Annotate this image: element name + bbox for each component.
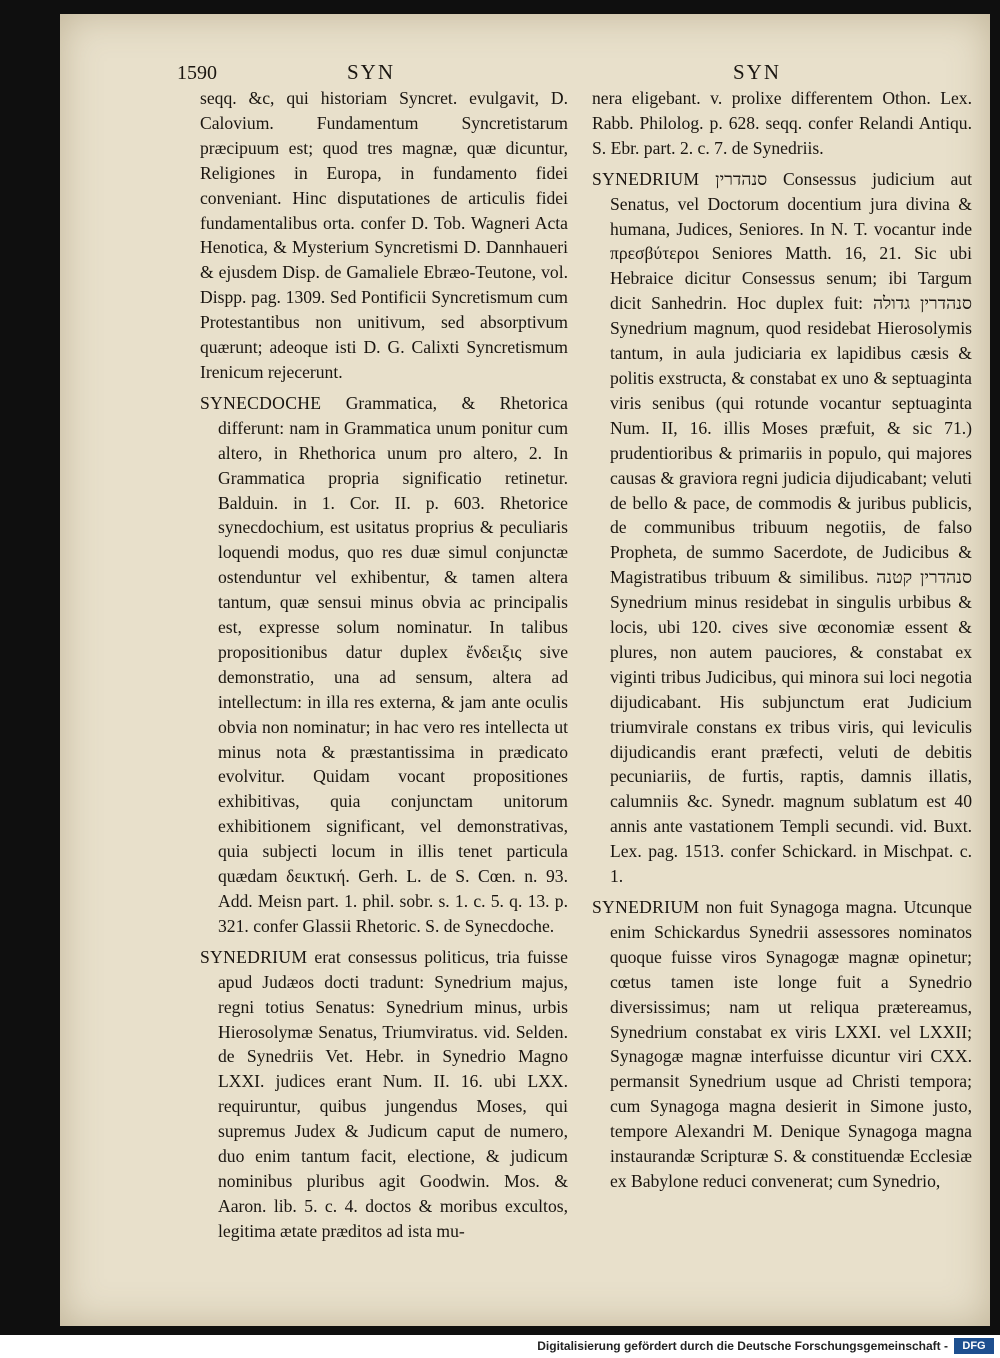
- entry-text: seqq. &c, qui historiam Syncret. evulgavit, D. Calovium. Fundamentum Syncretistarum præcipuum est; quod tres magnæ, quæ dicuntur, Religiones in Europa, in fundamento fidei conveniant. Hinc disputationes de articulis fidei fundamentalibus orta. confer D. Tob. Wagneri Acta Henotica, & Mysterium Syncretismi D. Dannhaueri & ejusdem Disp. de Gamaliele Ebræo-Teutone, vol. Dispp. pag. 1309. Sed Pontificii Syncretismum cum Protestantibus non unitivum, sed absorptivum quærunt; adeoque isti D. G. Calixti Syncretismum Irenicum rejecerunt.: [200, 88, 568, 382]
- headword: SYNEDRIUM: [592, 168, 700, 189]
- headword: SYNECDOCHE: [200, 392, 322, 413]
- headword: SYNEDRIUM: [592, 897, 700, 917]
- entry-text: סנהדרין Consessus judicium aut Senatus, vel Doctorum docentium jura divina & humana, Judices, Seniores. In N. T. vocantur inde πρεσβύτεροι Seniores Matth. 16, 21. Sic ubi Hebraice dicitur Consessus senum; ibi Targum dicit Sanhedrin. Hoc duplex fuit: סנהדרין גדולה Synedrium magnum, quod residebat Hierosolymis tantum, in aula judiciaria ex lapidibus cæsis & politis exstructa, & constabat ex uno & septuaginta viris senibus (qui rotunde vocantur septuaginta Num. II, 16. illis Moses præfuit, & sic 71.) prudentioribus & primariis in populo, qui majores causas & graviora regni judicia dijudicabant; veluti de bello & pace, de commodis & juribus publicis, de communibus tribuum negotiis, de falso Propheta, de summo Sacerdote, de Judicibus & Magistratibus tribuum & similibus. סנהדרין קטנה Synedrium minus residebat in singulis urbibus & locis, ubi 120. cives sive œconomiæ essent & plures, non autem pauciores, & constabat ex viginti tribus Judicibus, qui minora sui loci negotia dijudicabant. His subjunctum erat Judicium triumvirale constans ex tribus viris, qui leviculis dijudicandis erant præfecti, veluti de debitis pecuniariis, de furtis, raptis, damnis illatis, calumniis &c. Synedr. magnum sublatum est 40 annis ante vastationem Templi secundi. vid. Buxt. Lex. pag. 1513. confer Schickard. in Mischpat. c. 1.: [610, 168, 973, 887]
- running-head-right: SYN: [733, 60, 782, 84]
- footer-bar: [0, 1335, 1000, 1358]
- page-number: 1590: [177, 62, 217, 84]
- running-head-left: SYN: [347, 60, 396, 84]
- entry-text: erat consessus politicus, tria fuisse apud Judæos docti tradunt: Synedrium majus, regni totius Senatus: Synedrium minus, urbis Hierosolymæ Senatus, Triumviratus. vid. Selden. de Synedriis Vet. Hebr. in Synedrio Magno LXXI. judices erant Num. II. 16. ubi LXX. requiruntur, quibus jungendus Moses, qui supremus Judex & Judicum caput de numero, duo enim tantum facit, electione, & judicum nominibus pluribus agit Goodwin. Mos. & Aaron. lib. 5. c. 4. doctos & moribus excultos, legitima ætate præditos ad ista mu-: [218, 946, 568, 1241]
- page-header: [115, 60, 975, 88]
- entry-continuation: [592, 86, 972, 161]
- entry-synecdoche: [200, 391, 568, 939]
- funding-notice: Digitalisierung gefördert durch die Deutsche Forschungsgemeinschaft -: [537, 1339, 948, 1353]
- entry-continuation: [200, 86, 568, 385]
- entry-synedrium-synagoga: [592, 895, 972, 1194]
- entry-text: Grammatica, & Rhetorica differunt: nam in Grammatica unum ponitur cum altero, in Rhethorica unum pro altero, 2. In Grammatica propria significatio retinetur. Balduin. in 1. Cor. II. p. 603. Rhetorice synecdochium, est usitatus proprius & peculiaris loquendi modus, quo res duæ simul conjunctæ ostenduntur vel exhibentur, & tamen altera tantum, quæ sensui minus obvia ac principalis est, expresse solum nominatur. In talibus propositionibus datur duplex ἔνδειξις sive demonstratio, una ad sensum, altera ad intellectum: in illa res externa, & jam ante oculis obvia non nominatur; in hac vero res intellecta ut minus nota & præstantissima in prædicato evolvitur. Quidam vocant propositiones exhibitivas, quia conjunctam unitorum exhibitionem significant, vel demonstrativas, quia subjecti locum in illis tenet particula quædam δεικτική. Gerh. L. de S. Cœn. n. 93. Add. Meisn part. 1. phil. sobr. s. 1. c. 5. q. 13. p. 321. confer Glassii Rhetoric. S. de Synecdoche.: [218, 392, 568, 936]
- left-column: [200, 86, 568, 1250]
- right-column: [592, 86, 972, 1200]
- entry-synedrium: [200, 945, 568, 1244]
- dfg-logo-icon: DFG: [954, 1338, 994, 1354]
- entry-text: nera eligebant. v. prolixe differentem Othon. Lex. Rabb. Philolog. p. 628. seqq. confer Relandi Antiqu. S. Ebr. part. 2. c. 7. de Synedriis.: [592, 88, 972, 158]
- entry-text: non fuit Synagoga magna. Utcunque enim Schickardus Synedrii assessores nominatos quoque fuisse viros Synagogæ magnæ opinetur; cœtus tamen iste longe fuit a Synedrio diversissimus; nam ut reliqua prætereamus, Synedrium constabat ex viris LXXI. vel LXXII; Synagogæ magnæ interfuisse dicuntur viri CXX. permansit Synedrium usque ad Christi tempora; cum Synagoga magna desierit in Simone justo, tempore Alexandri M. Denique Synagoga magna instaurandæ Scripturæ S. & constituendæ Ecclesiæ ex Babylone reduci convenerat; cum Synedrio,: [610, 897, 972, 1191]
- entry-synedrium-consessus: [592, 167, 972, 889]
- headword: SYNEDRIUM: [200, 946, 308, 967]
